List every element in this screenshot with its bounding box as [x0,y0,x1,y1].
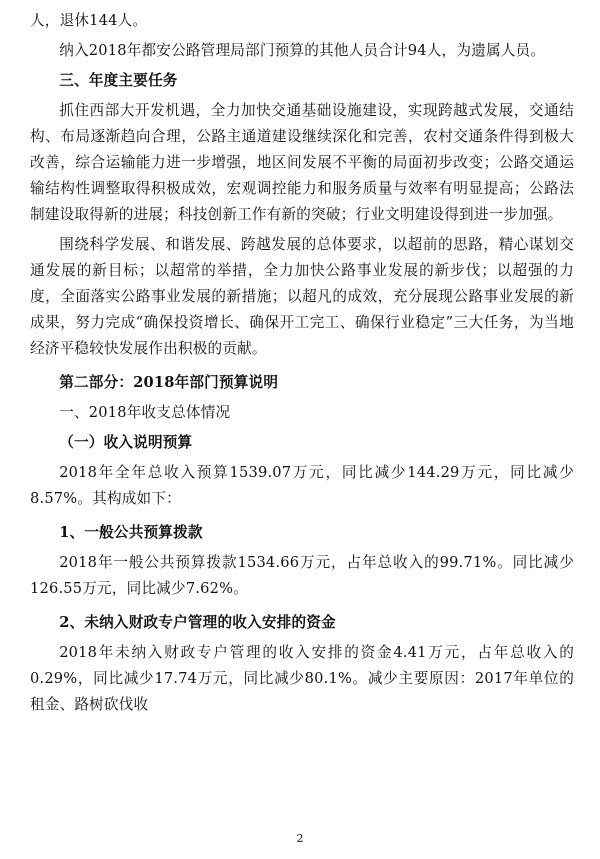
other-personnel-paragraph: 纳入2018年都安公路管理局部门预算的其他人员合计94人，为遗属人员。 [59,42,546,59]
development-goals-paragraph: 围绕科学发展、和谐发展、跨越发展的总体要求，以超前的思路，精心谋划交通发展的新目标；以超常的举措，全力加快公路事业发展的新步伐；以超强的力度，全面落实公路事业发展的新措施；以超凡的成效，充分展现公路事业发展的新成果，努力完成“确保投资增长、确保开工完工、确保行业稳定”三大任务，为当地经济平稳较快发展作出积极的贡献。 [30,236,574,357]
western-development-paragraph: 抓住西部大开发机遇，全力加快交通基础设施建设，实现跨越式发展，交通结构、布局逐渐趋向合理，公路主通道建设继续深化和完善，农村交通条件得到极大改善，综合运输能力进一步增强，地区间发展不平衡的局面初步改变；公路交通运输结构性调整取得积极成效，宏观调控能力和服务质量与效率有明显提高；公路法制建设取得新的进展；科技创新工作有新的突破；行业文明建设得到进一步加强。 [30,102,574,223]
general-public-budget-paragraph: 2018年一般公共预算拨款1534.66万元，占年总收入的99.71%。同比减少126.55万元，同比减少7.62%。 [30,554,574,597]
total-income-paragraph: 2018年全年总收入预算1539.07万元，同比减少144.29万元，同比减少8.57%。其构成如下： [30,464,574,507]
overall-revenue-heading: 一、2018年收支总体情况 [59,404,231,421]
page-number: 2 [296,832,304,845]
annual-tasks-heading: 三、年度主要任务 [59,72,178,89]
retirees-line: 人，退休144人。 [30,12,148,29]
part-two-heading: 第二部分：2018年部门预算说明 [59,374,279,391]
general-public-budget-heading: 1、一般公共预算拨款 [59,524,203,541]
income-budget-heading: （一）收入说明预算 [59,434,193,451]
non-fiscal-account-paragraph: 2018年未纳入财政专户管理的收入安排的资金4.41万元，占年总收入的0.29%，同比减少17.74万元，同比减少80.1%。减少主要原因：2017年单位的租金、路树砍伐收 [30,644,574,713]
non-fiscal-account-heading: 2、未纳入财政专户管理的收入安排的资金 [59,614,336,631]
page-content [30,8,574,718]
